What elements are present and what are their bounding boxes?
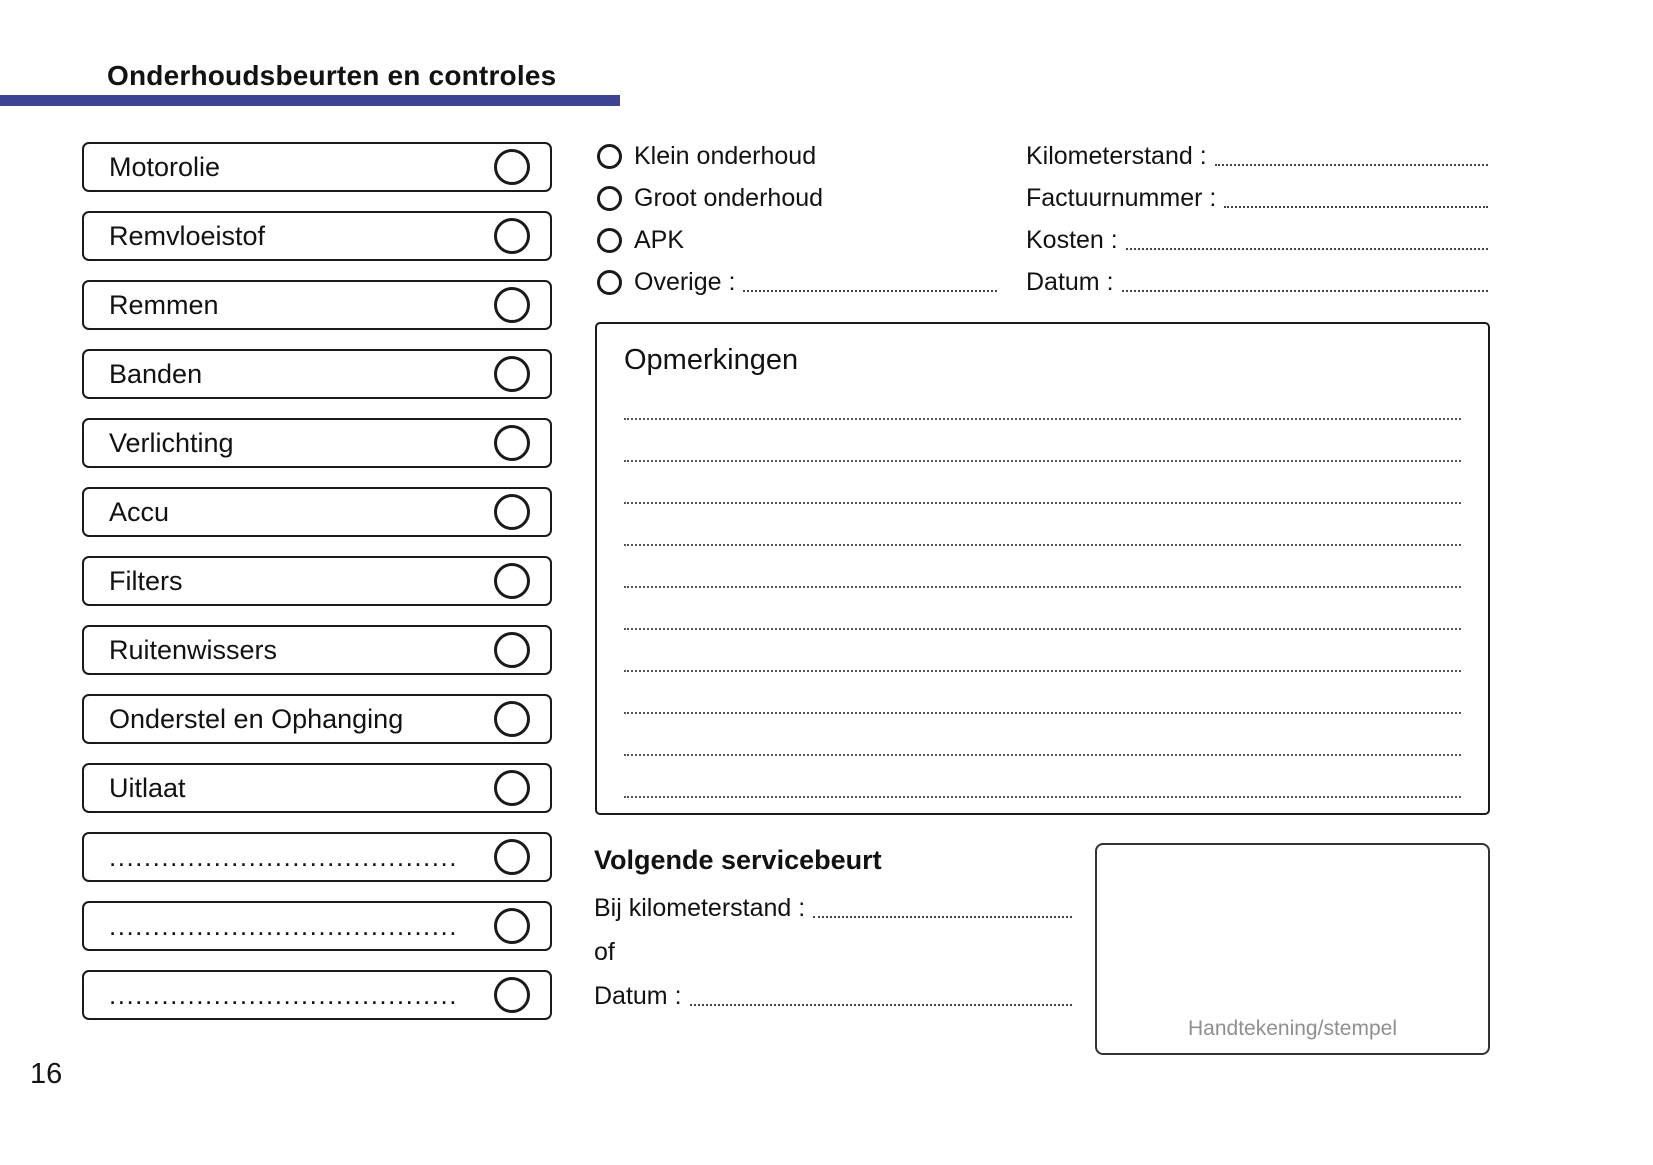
remarks-write-line[interactable] <box>624 462 1461 504</box>
field-kosten <box>1026 225 1488 255</box>
next-service-or-label: of <box>594 938 615 966</box>
kilometerstand-fill-line[interactable] <box>1215 164 1488 166</box>
checklist-item-label: Filters <box>109 565 183 596</box>
service-option-groot-onderhoud[interactable] <box>597 183 997 213</box>
checkbox-circle[interactable] <box>494 563 530 599</box>
checklist-item-label: Verlichting <box>109 427 234 458</box>
checkbox-circle[interactable] <box>494 632 530 668</box>
next-service-date-fill-line[interactable] <box>690 1004 1072 1006</box>
checklist-item-remmen <box>82 280 552 330</box>
field-label: Kosten : <box>1026 226 1118 254</box>
checkbox-circle[interactable] <box>494 908 530 944</box>
checkbox-circle[interactable] <box>494 494 530 530</box>
field-factuurnummer <box>1026 183 1488 213</box>
title-accent-bar <box>0 95 620 106</box>
checklist-item-uitlaat <box>82 763 552 813</box>
next-service-date-label: Datum : <box>594 982 682 1010</box>
next-service-date-row <box>594 981 1072 1011</box>
checklist-item-fill-line[interactable]: ........................................ <box>109 841 458 872</box>
service-option-apk[interactable] <box>597 225 997 255</box>
service-option-overige[interactable] <box>597 267 997 297</box>
checkbox-circle[interactable] <box>494 770 530 806</box>
checklist-item-verlichting <box>82 418 552 468</box>
inspection-checklist <box>82 142 552 1039</box>
page-title: Onderhoudsbeurten en controles <box>107 60 557 91</box>
checkbox-circle[interactable] <box>494 977 530 1013</box>
checklist-item-label: Ruitenwissers <box>109 634 278 665</box>
page-number: 16 <box>30 1058 63 1090</box>
next-service-title: Volgende servicebeurt <box>594 845 882 875</box>
field-datum <box>1026 267 1488 297</box>
kosten-fill-line[interactable] <box>1126 248 1488 250</box>
service-type-options <box>597 141 997 309</box>
datum-fill-line[interactable] <box>1122 290 1488 292</box>
radio-label: Klein onderhoud <box>634 141 817 170</box>
checklist-item-onderstel-en-ophanging <box>82 694 552 744</box>
checkbox-circle[interactable] <box>494 701 530 737</box>
field-label: Kilometerstand : <box>1026 142 1207 170</box>
checkbox-circle[interactable] <box>494 149 530 185</box>
signature-stamp-box[interactable] <box>1095 843 1490 1055</box>
radio-label: Overige : <box>634 267 736 296</box>
checkbox-circle[interactable] <box>494 218 530 254</box>
remarks-write-line[interactable] <box>624 504 1461 546</box>
checklist-item-filters <box>82 556 552 606</box>
checkbox-circle[interactable] <box>494 356 530 392</box>
factuurnummer-fill-line[interactable] <box>1224 206 1488 208</box>
checklist-item-custom-3 <box>82 970 552 1020</box>
radio-circle[interactable] <box>597 186 622 211</box>
next-service-or-row <box>594 937 1072 967</box>
checklist-item-label: Banden <box>109 358 203 389</box>
remarks-write-line[interactable] <box>624 420 1461 462</box>
checklist-item-remvloeistof <box>82 211 552 261</box>
radio-label: APK <box>634 225 685 254</box>
remarks-box <box>595 322 1490 815</box>
signature-stamp-label: Handtekening/stempel <box>1188 1017 1397 1040</box>
remarks-write-line[interactable] <box>624 714 1461 756</box>
next-service-section <box>594 845 1072 1025</box>
remarks-title: Opmerkingen <box>624 344 799 376</box>
checklist-item-label: Accu <box>109 496 170 527</box>
checklist-item-custom-1 <box>82 832 552 882</box>
remarks-write-line[interactable] <box>624 672 1461 714</box>
next-service-km-fill-line[interactable] <box>813 916 1072 918</box>
checklist-item-ruitenwissers <box>82 625 552 675</box>
checklist-item-label: Remvloeistof <box>109 220 266 251</box>
invoice-fields <box>1026 141 1488 309</box>
next-service-km-row <box>594 893 1072 923</box>
field-label: Factuurnummer : <box>1026 184 1217 212</box>
checklist-item-label: Remmen <box>109 289 219 320</box>
remarks-write-line[interactable] <box>624 588 1461 630</box>
checklist-item-custom-2 <box>82 901 552 951</box>
remarks-write-line[interactable] <box>624 378 1461 420</box>
remarks-write-line[interactable] <box>624 546 1461 588</box>
checklist-item-fill-line[interactable]: ........................................ <box>109 910 458 941</box>
checkbox-circle[interactable] <box>494 425 530 461</box>
radio-circle[interactable] <box>597 270 622 295</box>
checklist-item-label: Onderstel en Ophanging <box>109 703 404 734</box>
checkbox-circle[interactable] <box>494 839 530 875</box>
overige-fill-line[interactable] <box>743 290 997 292</box>
radio-circle[interactable] <box>597 144 622 169</box>
field-label: Datum : <box>1026 268 1114 296</box>
checklist-item-label: Motorolie <box>109 151 221 182</box>
service-option-klein-onderhoud[interactable] <box>597 141 997 171</box>
radio-circle[interactable] <box>597 228 622 253</box>
remarks-write-line[interactable] <box>624 630 1461 672</box>
checklist-item-banden <box>82 349 552 399</box>
checklist-item-fill-line[interactable]: ........................................ <box>109 979 458 1010</box>
checkbox-circle[interactable] <box>494 287 530 323</box>
checklist-item-accu <box>82 487 552 537</box>
checklist-item-label: Uitlaat <box>109 772 186 803</box>
field-kilometerstand <box>1026 141 1488 171</box>
checklist-item-motorolie <box>82 142 552 192</box>
remarks-write-line[interactable] <box>624 756 1461 798</box>
next-service-km-label: Bij kilometerstand : <box>594 894 806 922</box>
radio-label: Groot onderhoud <box>634 183 824 212</box>
